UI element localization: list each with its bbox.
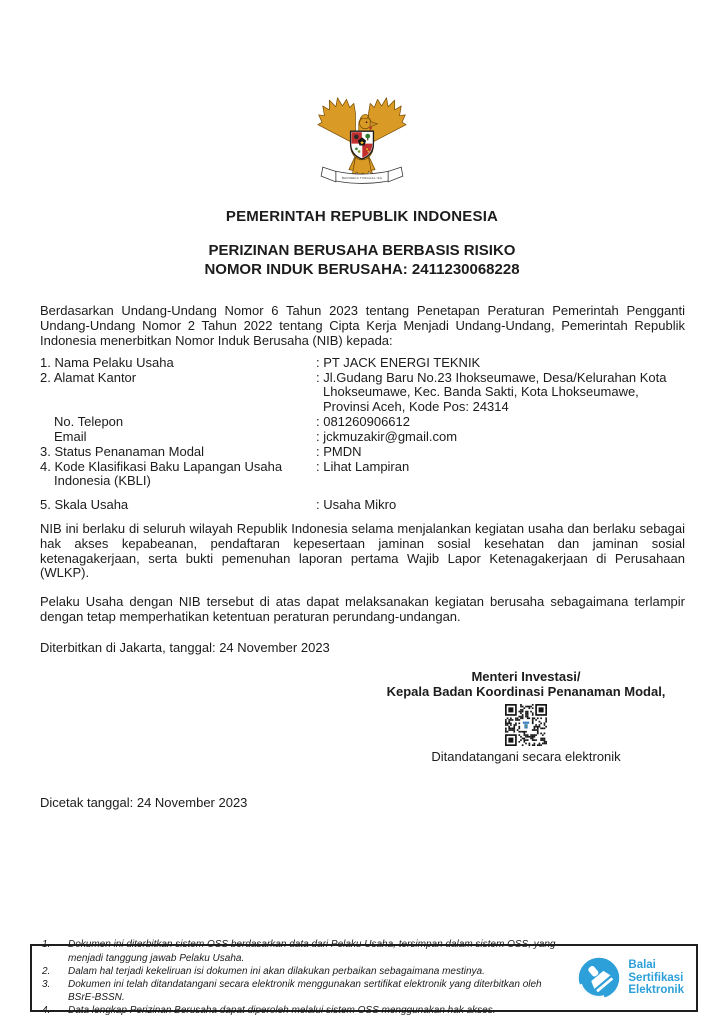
field-value: : PMDN <box>316 443 362 459</box>
footer-note: 3. Dokumen ini telah ditandatangani secara elektronik menggunakan sertifikat elektronik yang diterbitkan oleh BSrE-BSSN. <box>42 979 542 1004</box>
document-title-line2: NOMOR INDUK BERUSAHA: 2411230068228 <box>204 260 520 278</box>
bsre-logo-text <box>628 959 684 997</box>
bsre-logo-text-line3: Elektronik <box>628 984 684 997</box>
garuda-emblem-icon <box>0 0 724 196</box>
electronic-signature-note: Ditandatangani secara elektronik <box>431 749 621 765</box>
nib-validity-paragraph: NIB ini berlaku di seluruh wilayah Republik Indonesia selama menjalankan kegiatan usaha dan berlaku sebagai hak akses kepabeanan, pendaftaran kepesertaan jaminan sosial kesehatan dan jaminan sosial ketenagakerjaan, serta bukti pemenuhan laporan pertama Wajib Lapor Ketenagakerjaan di Perusahaan (WLKP). <box>40 520 685 581</box>
field-value: : Lihat Lampiran <box>316 458 410 474</box>
bsre-logo-text-line1: Balai <box>628 959 656 972</box>
field-value: : Jl.Gudang Baru No.23 Ihokseumawe, Desa/Kelurahan Kota Lhokseumawe, Kec. Banda Sakti, Kota Lhokseumawe, Provinsi Aceh, Kode Pos: 24314 <box>316 369 667 415</box>
footer-note: 4. Data lengkap Perizinan Berusaha dapat diperoleh melalui sistem OSS menggunakan hak akses. <box>42 1005 496 1017</box>
business-actor-paragraph: Pelaku Usaha dengan NIB tersebut di atas dapat melaksanakan kegiatan berusaha sebagaimana terlampir dengan tetap memperhatikan ketentuan peraturan perundang-undangan. <box>40 594 685 625</box>
field-list <box>40 356 685 513</box>
field-row <box>40 356 685 371</box>
issued-line: Diterbitkan di Jakarta, tanggal: 24 November 2023 <box>40 639 330 655</box>
intro-paragraph: Berdasarkan Undang-Undang Nomor 6 Tahun 2023 tentang Penetapan Peraturan Pemerintah Pengganti Undang-Undang Nomor 2 Tahun 2022 tentang Cipta Kerja Menjadi Undang-Undang, Pemerintah Republik Indonesia menerbitkan Nomor Induk Berusaha (NIB) kepada: <box>40 303 685 349</box>
document-title <box>0 242 724 280</box>
footer-disclaimer-box <box>30 939 698 1017</box>
field-row <box>40 460 685 490</box>
footer-note: 2. Dalam hal terjadi kekeliruan isi dokumen ini akan dilakukan perbaikan sebagaimana mestinya. <box>42 965 485 977</box>
svg-text:★: ★ <box>359 140 365 147</box>
bsre-logo-text-line2: Sertifikasi <box>628 971 684 984</box>
field-label: 4. Kode Klasifikasi Baku Lapangan Usaha Indonesia (KBLI) <box>40 458 283 489</box>
signatory-title-line2: Kepala Badan Koordinasi Penanaman Modal, <box>386 683 666 699</box>
field-label: 2. Alamat Kantor <box>40 369 137 385</box>
document-body <box>0 304 724 811</box>
printed-line: Dicetak tanggal: 24 November 2023 <box>40 795 248 811</box>
field-label: Email <box>54 428 87 444</box>
document-title-line1: PERIZINAN BERUSAHA BERBASIS RISIKO <box>208 241 516 259</box>
footer-note: 1. Dokumen ini diterbitkan sistem OSS berdasarkan data dari Pelaku Usaha, tersimpan dalam sistem OSS, yang menjadi tanggung jawab Pelaku Usaha. <box>42 939 556 964</box>
field-value: : Usaha Mikro <box>316 497 397 513</box>
field-label: 3. Status Penanaman Modal <box>40 443 205 459</box>
field-value: : 081260906612 <box>316 414 410 430</box>
field-label: 1. Nama Pelaku Usaha <box>40 354 174 370</box>
field-row <box>40 371 685 415</box>
bsre-logo <box>577 956 688 1000</box>
field-label: No. Telepon <box>54 414 124 430</box>
signature-block <box>361 669 691 765</box>
field-row <box>40 430 685 445</box>
field-label: 5. Skala Usaha <box>40 497 129 513</box>
emblem-motto-text: BHINNEKA TUNGGAL IKA <box>341 176 383 181</box>
field-row <box>40 415 685 430</box>
qr-code <box>505 704 547 746</box>
government-title: PEMERINTAH REPUBLIK INDONESIA <box>225 207 499 225</box>
footer-notes <box>42 938 567 1017</box>
stamp-icon <box>577 956 621 1000</box>
field-value: : PT JACK ENERGI TEKNIK <box>316 354 481 370</box>
field-value: : jckmuzakir@gmail.com <box>316 428 458 444</box>
signatory-title-line1: Menteri Investasi/ <box>471 668 581 684</box>
field-row <box>40 498 685 513</box>
field-row <box>40 445 685 460</box>
